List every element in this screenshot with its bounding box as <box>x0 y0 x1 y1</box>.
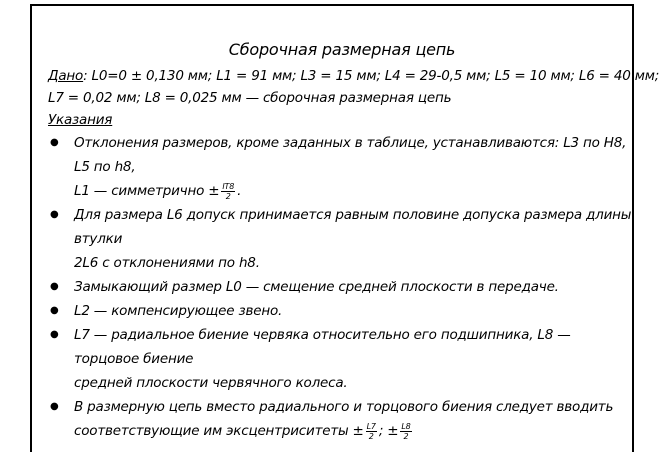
bullet-2-line-2: 2L6 с отклонениями по h8. <box>74 255 260 271</box>
document-content <box>48 40 660 443</box>
given-label: Дано <box>48 68 84 84</box>
bullet-6-line-1: ● В размерную цепь вместо радиального и торцового биения следует вводить <box>74 399 614 415</box>
instructions-list <box>48 131 636 443</box>
list-item <box>48 131 636 203</box>
bullet-3-line-1: ● Замыкающий размер L0 — смещение средней плоскости в передаче. <box>74 279 559 295</box>
separator: ; ± <box>378 423 399 439</box>
fraction <box>366 422 377 441</box>
instructions-label: Указания <box>48 112 113 128</box>
bullet-1-line-2: L1 — симметрично ± $\frac{IT8}{2}$ . <box>74 181 242 201</box>
bullet-5-line-2: средней плоскости червячного колеса. <box>74 375 348 391</box>
given-line-1 <box>48 65 660 87</box>
document-title: Сборочная размерная цепь <box>228 40 456 59</box>
fraction-numerator: L8 <box>401 421 411 431</box>
bullet-6-prefix: соответствующие им эксцентриситеты ± <box>74 423 364 439</box>
fraction-denominator: 2 <box>403 431 409 441</box>
bullet-5-line-1: ● L7 — радиальное биение червяка относительно его подшипника, L8 — торцовое биение <box>74 327 571 367</box>
list-item <box>48 299 636 323</box>
list-item <box>48 275 636 299</box>
bullet-1-line-1: ● Отклонения размеров, кроме заданных в таблице, устанавливаются: L3 по H8, L5 по h8, <box>74 135 627 175</box>
fraction-numerator: L7 <box>366 421 376 431</box>
fraction-denominator: 2 <box>225 191 231 201</box>
list-item <box>48 203 636 275</box>
fraction <box>400 422 411 441</box>
list-item <box>48 395 636 443</box>
bullet-1-prefix: L1 — симметрично ± <box>74 183 220 199</box>
list-item <box>48 323 636 395</box>
fraction-denominator: 2 <box>368 431 374 441</box>
bullet-4-line-1: ● L2 — компенсирующее звено. <box>74 303 283 319</box>
given-text-1: : L0=0 ± 0,130 мм; L1 = 91 мм; L3 = 15 мм; L4 = 29-0,5 мм; L5 = 10 мм; L6 = 40 мм; <box>83 68 660 84</box>
fraction <box>221 182 235 201</box>
given-line-2: L7 = 0,02 мм; L8 = 0,025 мм — сборочная размерная цепь <box>48 90 452 106</box>
bullet-6-line-2 <box>74 419 636 443</box>
fraction-numerator: IT8 <box>222 181 235 191</box>
bullet-2-line-1: ● Для размера L6 допуск принимается равным половине допуска размера длины втулки <box>74 207 632 247</box>
